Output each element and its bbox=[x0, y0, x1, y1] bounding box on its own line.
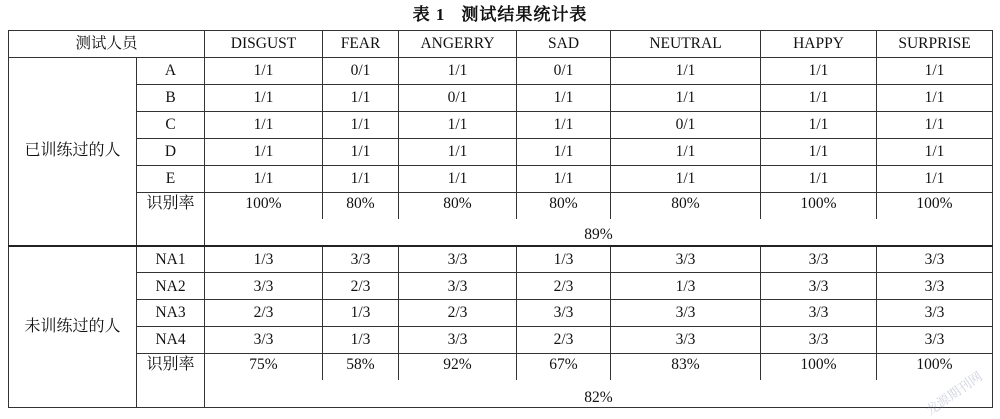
tester-id: NA4 bbox=[137, 327, 205, 354]
tester-id: D bbox=[137, 138, 205, 165]
header-emotion: DISGUST bbox=[205, 31, 323, 58]
result-cell: 3/3 bbox=[399, 327, 517, 354]
result-cell: 3/3 bbox=[611, 246, 761, 273]
result-cell: 1/1 bbox=[877, 84, 993, 111]
tester-id: NA3 bbox=[137, 300, 205, 327]
result-cell: 3/3 bbox=[399, 246, 517, 273]
result-cell: 1/1 bbox=[517, 165, 611, 192]
table-number: 表 1 bbox=[412, 5, 446, 24]
tester-id: B bbox=[137, 84, 205, 111]
watermark: 龙源期刊网 bbox=[923, 369, 986, 419]
result-cell: 1/1 bbox=[399, 165, 517, 192]
table-row bbox=[9, 111, 993, 138]
table-row bbox=[9, 138, 993, 165]
rate-cell: 100% bbox=[761, 192, 877, 219]
result-cell: 1/1 bbox=[205, 84, 323, 111]
result-cell: 3/3 bbox=[517, 300, 611, 327]
result-cell: 1/1 bbox=[761, 57, 877, 84]
result-cell: 3/3 bbox=[761, 300, 877, 327]
group-label: 已训练过的人 bbox=[9, 57, 137, 245]
table-row bbox=[9, 327, 993, 354]
result-cell: 2/3 bbox=[323, 273, 399, 300]
rate-row bbox=[9, 354, 993, 381]
table-row bbox=[9, 165, 993, 192]
result-cell: 2/3 bbox=[399, 300, 517, 327]
rate-cell: 100% bbox=[877, 192, 993, 219]
result-cell: 3/3 bbox=[611, 300, 761, 327]
header-emotion: ANGERRY bbox=[399, 31, 517, 58]
rate-cell: 80% bbox=[399, 192, 517, 219]
result-cell: 2/3 bbox=[205, 300, 323, 327]
result-cell: 3/3 bbox=[877, 300, 993, 327]
header-row bbox=[9, 31, 993, 58]
result-cell: 1/1 bbox=[323, 84, 399, 111]
table-row bbox=[9, 246, 993, 273]
table-title: 测试结果统计表 bbox=[461, 5, 588, 24]
result-cell: 0/1 bbox=[399, 84, 517, 111]
rate-cell: 100% bbox=[205, 192, 323, 219]
result-cell: 3/3 bbox=[761, 273, 877, 300]
result-cell: 3/3 bbox=[611, 327, 761, 354]
header-emotion: FEAR bbox=[323, 31, 399, 58]
result-cell: 3/3 bbox=[761, 327, 877, 354]
rate-cell: 67% bbox=[517, 354, 611, 381]
table-caption bbox=[0, 0, 1000, 30]
rate-cell: 92% bbox=[399, 354, 517, 381]
result-cell: 1/1 bbox=[877, 57, 993, 84]
header-emotion: SAD bbox=[517, 31, 611, 58]
rate-label: 识别率 bbox=[137, 192, 205, 246]
result-cell: 3/3 bbox=[877, 246, 993, 273]
rate-cell: 100% bbox=[761, 354, 877, 381]
tester-id: E bbox=[137, 165, 205, 192]
result-cell: 1/1 bbox=[205, 165, 323, 192]
result-cell: 0/1 bbox=[323, 57, 399, 84]
tester-id: NA1 bbox=[137, 246, 205, 273]
rate-row bbox=[9, 192, 993, 219]
table-row bbox=[9, 57, 993, 84]
tester-id: C bbox=[137, 111, 205, 138]
result-cell: 3/3 bbox=[761, 246, 877, 273]
result-cell: 1/1 bbox=[323, 165, 399, 192]
result-cell: 2/3 bbox=[517, 273, 611, 300]
result-cell: 1/1 bbox=[611, 84, 761, 111]
result-cell: 1/1 bbox=[399, 57, 517, 84]
rate-cell: 83% bbox=[611, 354, 761, 381]
header-emotion: SURPRISE bbox=[877, 31, 993, 58]
result-cell: 1/1 bbox=[761, 165, 877, 192]
table-row bbox=[9, 300, 993, 327]
result-cell: 1/1 bbox=[323, 111, 399, 138]
result-cell: 1/1 bbox=[205, 138, 323, 165]
rate-label: 识别率 bbox=[137, 354, 205, 408]
result-cell: 1/1 bbox=[611, 57, 761, 84]
result-cell: 3/3 bbox=[205, 273, 323, 300]
rate-cell: 100% bbox=[877, 354, 993, 381]
result-cell: 1/1 bbox=[399, 138, 517, 165]
result-cell: 3/3 bbox=[399, 273, 517, 300]
overall-rate: 82% bbox=[205, 380, 993, 407]
group-label: 未训练过的人 bbox=[9, 246, 137, 408]
table-row bbox=[9, 84, 993, 111]
header-tester: 测试人员 bbox=[9, 31, 205, 58]
rate-cell: 80% bbox=[611, 192, 761, 219]
result-cell: 1/1 bbox=[877, 165, 993, 192]
tester-id: A bbox=[137, 57, 205, 84]
result-cell: 2/3 bbox=[517, 327, 611, 354]
result-cell: 1/1 bbox=[611, 165, 761, 192]
result-cell: 1/1 bbox=[323, 138, 399, 165]
results-table bbox=[8, 30, 993, 408]
result-cell: 1/3 bbox=[517, 246, 611, 273]
result-cell: 1/1 bbox=[399, 111, 517, 138]
tester-id: NA2 bbox=[137, 273, 205, 300]
result-cell: 1/3 bbox=[323, 327, 399, 354]
result-cell: 1/3 bbox=[323, 300, 399, 327]
result-cell: 3/3 bbox=[877, 327, 993, 354]
header-emotion: NEUTRAL bbox=[611, 31, 761, 58]
result-cell: 3/3 bbox=[877, 273, 993, 300]
table-row bbox=[9, 273, 993, 300]
result-cell: 1/1 bbox=[761, 111, 877, 138]
rate-cell: 80% bbox=[517, 192, 611, 219]
result-cell: 1/1 bbox=[877, 111, 993, 138]
result-cell: 1/1 bbox=[517, 84, 611, 111]
result-cell: 1/1 bbox=[205, 57, 323, 84]
result-cell: 0/1 bbox=[517, 57, 611, 84]
rate-cell: 75% bbox=[205, 354, 323, 381]
header-emotion: HAPPY bbox=[761, 31, 877, 58]
result-cell: 1/3 bbox=[205, 246, 323, 273]
result-cell: 3/3 bbox=[205, 327, 323, 354]
overall-rate: 89% bbox=[205, 219, 993, 246]
result-cell: 1/1 bbox=[205, 111, 323, 138]
rate-cell: 58% bbox=[323, 354, 399, 381]
result-cell: 1/1 bbox=[517, 111, 611, 138]
result-cell: 0/1 bbox=[611, 111, 761, 138]
result-cell: 1/1 bbox=[761, 84, 877, 111]
result-cell: 3/3 bbox=[323, 246, 399, 273]
rate-cell: 80% bbox=[323, 192, 399, 219]
result-cell: 1/1 bbox=[611, 138, 761, 165]
result-cell: 1/1 bbox=[761, 138, 877, 165]
result-cell: 1/1 bbox=[877, 138, 993, 165]
result-cell: 1/3 bbox=[611, 273, 761, 300]
result-cell: 1/1 bbox=[517, 138, 611, 165]
